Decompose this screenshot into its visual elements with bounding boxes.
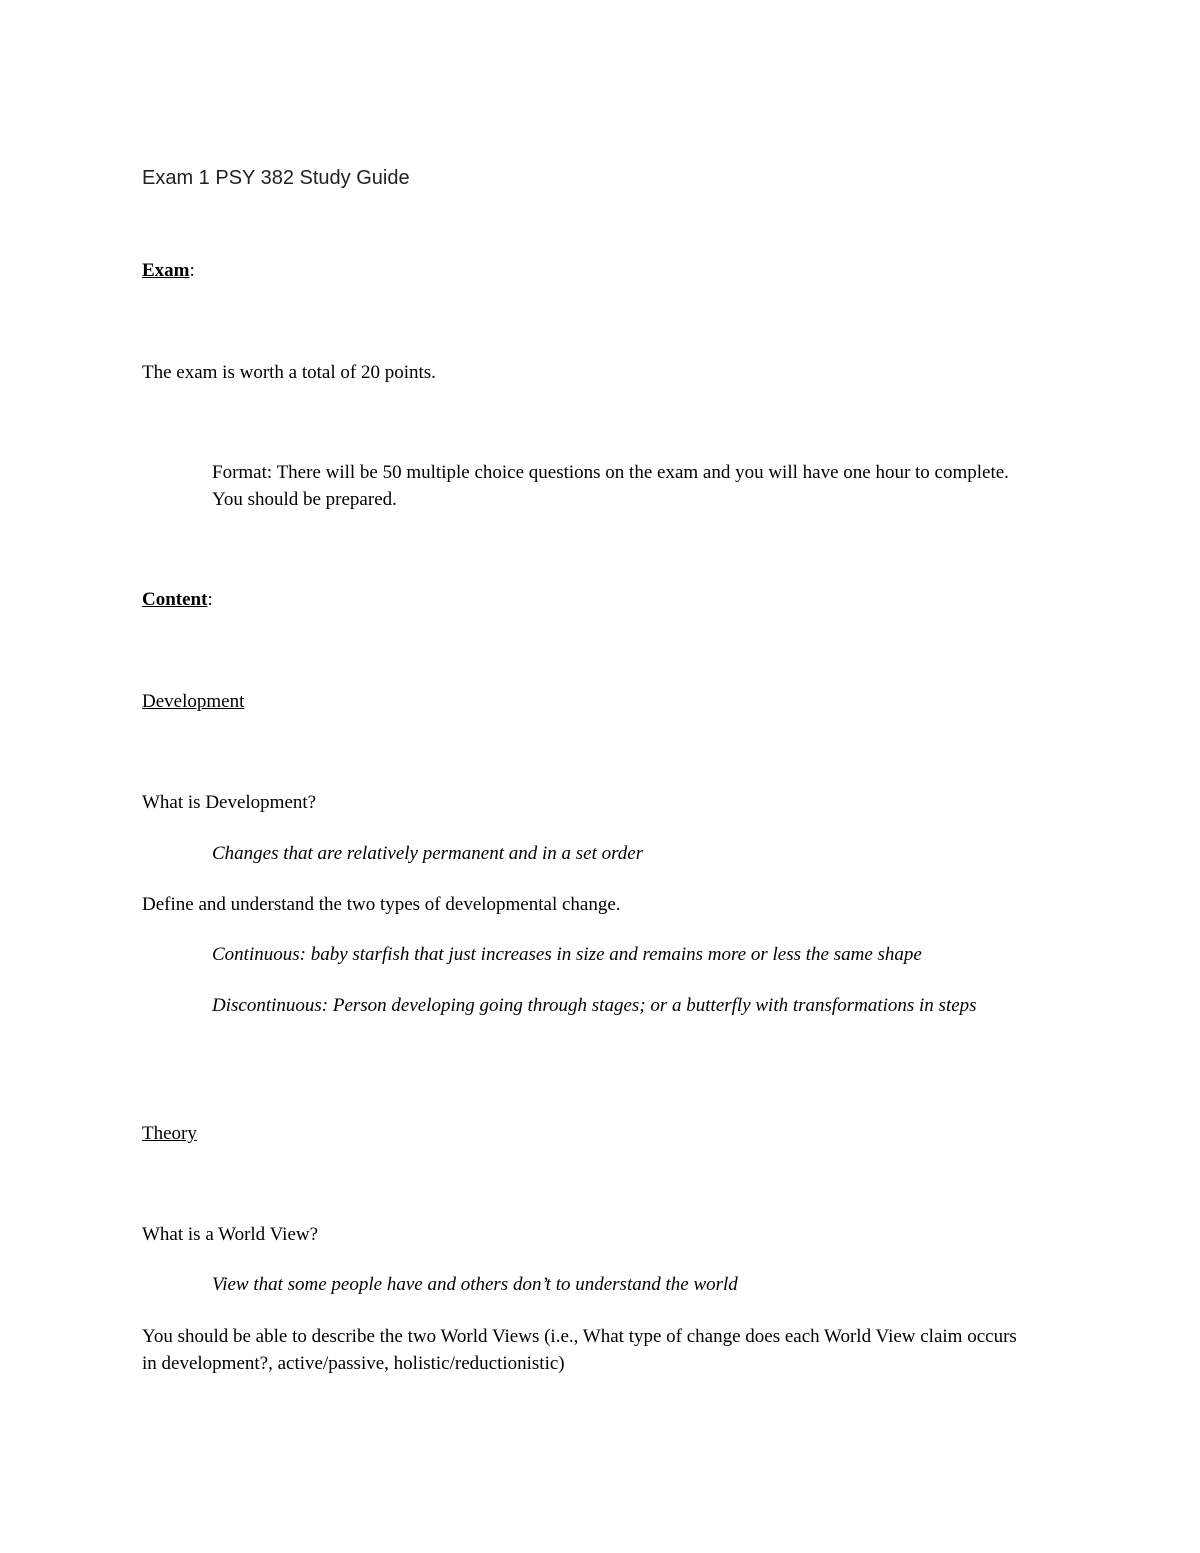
development-heading: Development [142, 691, 245, 712]
format-text: Format: There will be 50 multiple choice questions on the exam and you will have one hour to complete. You should be prepared. [212, 462, 1009, 510]
discontinuous-answer: Discontinuous: Person developing going through stages; or a butterfly with transformations in steps [212, 995, 977, 1016]
change-types-question: Define and understand the two types of developmental change. [142, 894, 621, 915]
document-title: Exam 1 PSY 382 Study Guide [142, 167, 410, 189]
development-answer: Changes that are relatively permanent and in a set order [212, 843, 644, 864]
world-views-instruction: You should be able to describe the two World Views (i.e., What type of change does each World View claim occurs in development?, active/passive, holistic/reductionistic) [142, 1326, 1017, 1374]
exam-heading: Exam [142, 260, 190, 281]
exam-heading-colon: : [189, 260, 195, 281]
content-heading-line [142, 588, 213, 612]
world-view-answer: View that some people have and others don’t to understand the world [212, 1274, 738, 1295]
exam-total-text: The exam is worth a total of 20 points. [142, 362, 436, 383]
continuous-answer: Continuous: baby starfish that just increases in size and remains more or less the same shape [212, 944, 922, 965]
exam-heading-line [142, 259, 195, 283]
content-heading: Content [142, 589, 208, 610]
theory-heading: Theory [142, 1123, 197, 1144]
world-view-question: What is a World View? [142, 1224, 319, 1245]
development-question: What is Development? [142, 792, 317, 813]
content-heading-colon: : [207, 589, 213, 610]
